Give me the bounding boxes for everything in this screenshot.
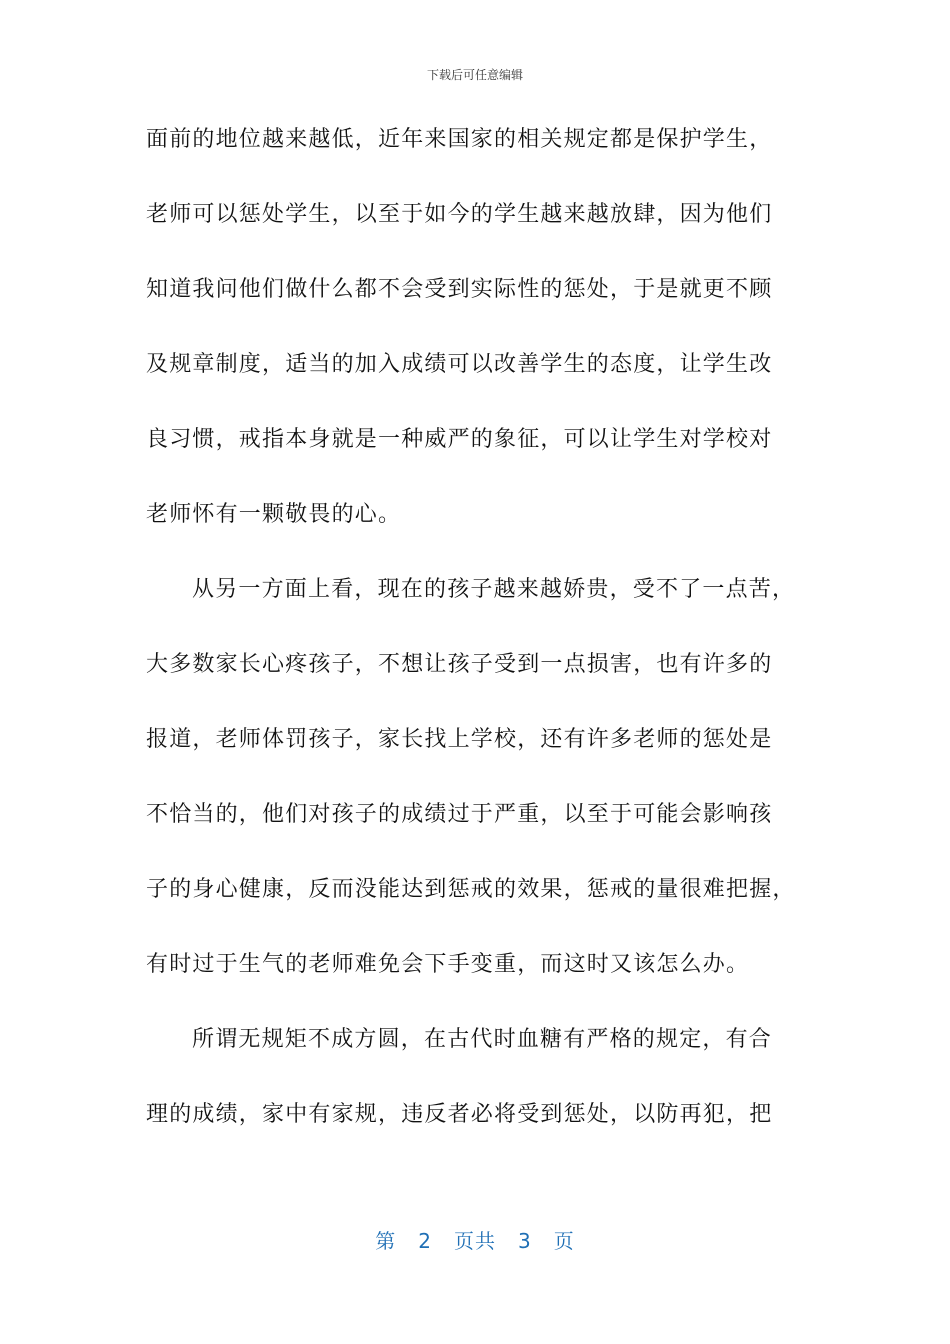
text-line: 大多数家长心疼孩子，不想让孩子受到一点损害，也有许多的 bbox=[146, 652, 773, 677]
text-line: 有时过于生气的老师难免会下手变重，而这时又该怎么办。 bbox=[146, 952, 750, 977]
text-line: 子的身心健康，反而没能达到惩戒的效果，惩戒的量很难把握， bbox=[146, 877, 796, 902]
footer-middle: 页共 bbox=[454, 1229, 496, 1253]
footer-suffix: 页 bbox=[553, 1229, 575, 1253]
page-number-footer bbox=[0, 1225, 950, 1254]
text-line: 及规章制度，适当的加入成绩可以改善学生的态度，让学生改 bbox=[146, 352, 773, 377]
text-line: 老师可以惩处学生，以至于如今的学生越来越放肆，因为他们 bbox=[146, 202, 773, 227]
text-line: 报道，老师体罚孩子，家长找上学校，还有许多老师的惩处是 bbox=[146, 727, 773, 752]
text-line: 知道我问他们做什么都不会受到实际性的惩处，于是就更不顾 bbox=[146, 277, 773, 302]
header-note: 下载后可任意编辑 bbox=[426, 68, 523, 82]
footer-prefix: 第 bbox=[375, 1229, 397, 1253]
text-line: 良习惯，戒指本身就是一种威严的象征，可以让学生对学校对 bbox=[146, 427, 773, 452]
current-page-number: 2 bbox=[418, 1229, 432, 1253]
paragraph-start-line: 所谓无规矩不成方圆，在古代时血糖有严格的规定，有合 bbox=[192, 1027, 773, 1052]
text-line: 老师怀有一颗敬畏的心。 bbox=[146, 502, 402, 527]
text-line: 面前的地位越来越低，近年来国家的相关规定都是保护学生， bbox=[146, 127, 773, 152]
paragraph-start-line: 从另一方面上看，现在的孩子越来越娇贵，受不了一点苦， bbox=[192, 577, 796, 602]
text-line: 理的成绩，家中有家规，违反者必将受到惩处，以防再犯，把 bbox=[146, 1102, 773, 1127]
total-page-number: 3 bbox=[518, 1229, 532, 1253]
text-line: 不恰当的，他们对孩子的成绩过于严重，以至于可能会影响孩 bbox=[146, 802, 773, 827]
